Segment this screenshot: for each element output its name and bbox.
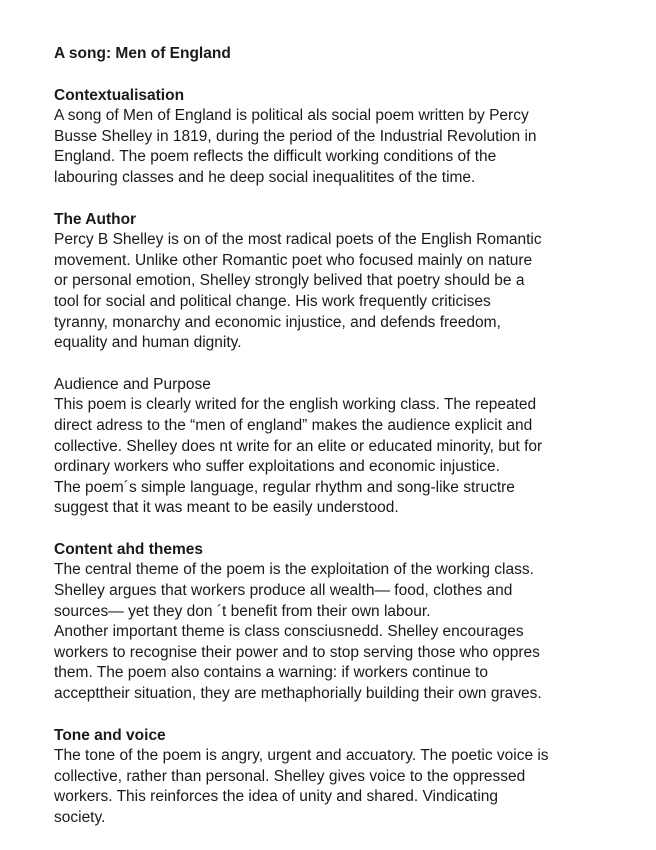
section-body	[54, 746, 644, 828]
paragraph-line: labouring classes and he deep social inequalitites of the time.	[54, 168, 476, 186]
section-heading: Audience and Purpose	[54, 375, 211, 393]
paragraph-line: The central theme of the poem is the exploitation of the working class.	[54, 561, 534, 579]
paragraph-line: collective, rather than personal. Shelley gives voice to the oppressed	[54, 767, 526, 785]
paragraph-line: movement. Unlike other Romantic poet who focused mainly on nature	[54, 251, 533, 269]
paragraph-line: accepttheir situation, they are methaphorially building their own graves.	[54, 685, 542, 703]
section-heading: Content ahd themes	[54, 540, 203, 558]
paragraph-line: them. The poem also contains a warning: if workers continue to	[54, 664, 488, 682]
paragraph-line: workers. This reinforces the idea of unity and shared. Vindicating	[54, 788, 499, 806]
document-title: A song: Men of England	[54, 45, 231, 62]
section-heading: Contextualisation	[54, 86, 185, 104]
section	[54, 375, 644, 519]
section-body	[54, 230, 644, 354]
paragraph-line: Another important theme is class consciusnedd. Shelley encourages	[54, 623, 524, 641]
paragraph-line: The poem´s simple language, regular rhythm and song-like structre	[54, 478, 515, 496]
paragraph-line: equality and human dignity.	[54, 334, 242, 352]
paragraph-line: Shelley argues that workers produce all wealth— food, clothes and	[54, 582, 513, 600]
paragraph-line: workers to recognise their power and to stop serving those who oppres	[54, 643, 540, 661]
section	[54, 86, 644, 189]
section	[54, 210, 644, 354]
paragraph-line: ordinary workers who suffer exploitations and economic injustice.	[54, 458, 500, 476]
section-body	[54, 106, 644, 188]
section	[54, 726, 644, 829]
paragraph-line: suggest that it was meant to be easily understood.	[54, 499, 399, 517]
section	[54, 540, 644, 705]
paragraph-line: direct adress to the “men of england” makes the audience explicit and	[54, 416, 533, 434]
document-page	[54, 44, 644, 850]
paragraph-line: tool for social and political change. His work frequently criticises	[54, 292, 491, 310]
paragraph-line: or personal emotion, Shelley strongly belived that poetry should be a	[54, 272, 525, 290]
paragraph-line: Busse Shelley in 1819, during the period of the Industrial Revolution in	[54, 127, 537, 145]
paragraph-line: Percy B Shelley is on of the most radical poets of the English Romantic	[54, 231, 542, 249]
section-body	[54, 395, 644, 519]
paragraph-line: A song of Men of England is political als social poem written by Percy	[54, 107, 529, 125]
paragraph-line: This poem is clearly writed for the english working class. The repeated	[54, 396, 537, 414]
document-sections	[54, 86, 644, 829]
paragraph-line: society.	[54, 809, 106, 826]
paragraph-line: The tone of the poem is angry, urgent and accuatory. The poetic voice is	[54, 747, 549, 765]
paragraph-line: England. The poem reflects the difficult working conditions of the	[54, 148, 497, 166]
section-body	[54, 560, 644, 704]
paragraph-line: collective. Shelley does nt write for an elite or educated minority, but for	[54, 437, 543, 455]
paragraph-line: sources— yet they don ´t benefit from their own labour.	[54, 602, 431, 620]
section-heading: The Author	[54, 210, 137, 228]
section-heading: Tone and voice	[54, 726, 166, 744]
paragraph-line: tyranny, monarchy and economic injustice, and defends freedom,	[54, 313, 501, 331]
